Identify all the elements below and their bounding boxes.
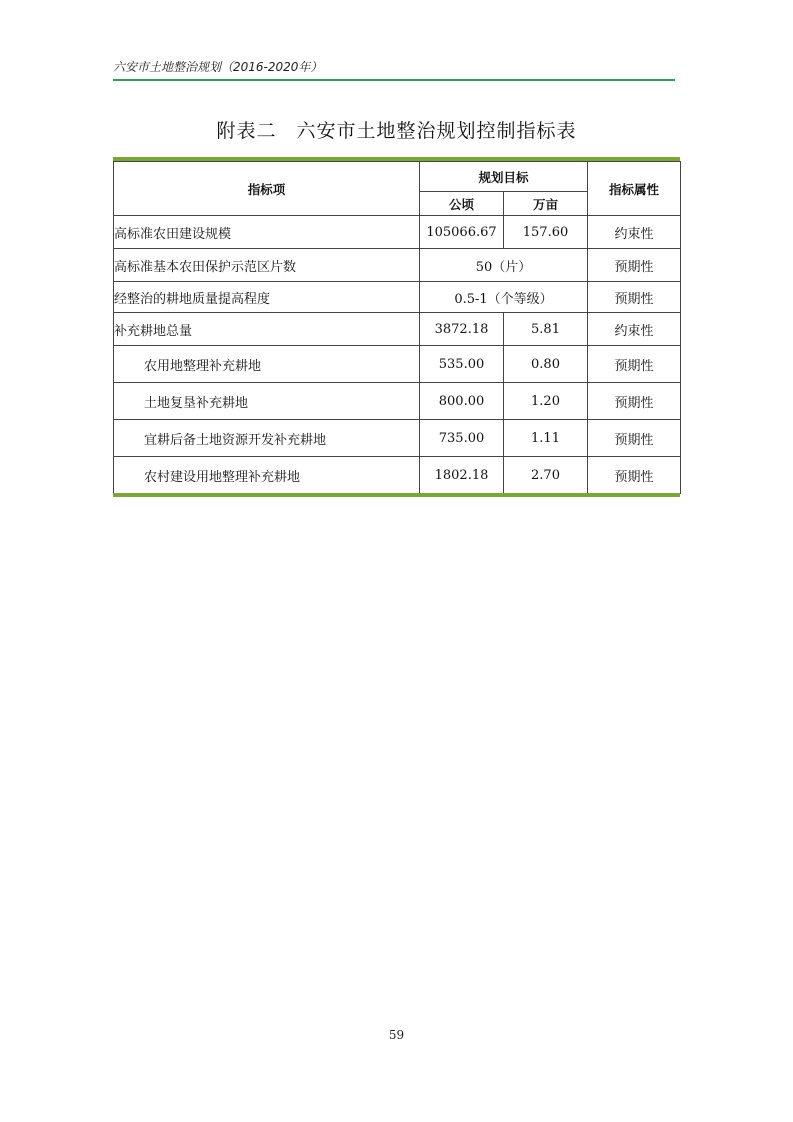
header-planning-target: 规划目标 bbox=[420, 162, 588, 192]
row-hectare: 1802.18 bbox=[420, 457, 504, 494]
table-bottom-rule bbox=[113, 493, 680, 497]
row-hectare: 800.00 bbox=[420, 383, 504, 420]
row-name: 农村建设用地整理补充耕地 bbox=[114, 457, 420, 494]
title-label: 附表二 bbox=[216, 120, 277, 142]
row-attribute: 预期性 bbox=[588, 282, 681, 313]
page-number: 59 bbox=[388, 1028, 405, 1042]
table-row bbox=[114, 282, 681, 313]
row-name: 补充耕地总量 bbox=[114, 313, 420, 346]
table-row bbox=[114, 313, 681, 346]
row-10k-mu: 2.70 bbox=[504, 457, 588, 494]
row-10k-mu: 157.60 bbox=[504, 216, 588, 249]
table-row bbox=[114, 216, 681, 249]
row-name: 高标准农田建设规模 bbox=[114, 216, 420, 249]
row-name: 高标准基本农田保护示范区片数 bbox=[114, 249, 420, 282]
row-attribute: 预期性 bbox=[588, 420, 681, 457]
header-indicator-item: 指标项 bbox=[114, 162, 420, 216]
row-hectare: 535.00 bbox=[420, 346, 504, 383]
row-10k-mu: 0.80 bbox=[504, 346, 588, 383]
title-text: 六安市土地整治规划控制指标表 bbox=[296, 120, 577, 142]
running-header: 六安市土地整治规划（2016-2020年） bbox=[113, 60, 323, 74]
table-row bbox=[114, 457, 681, 494]
row-attribute: 约束性 bbox=[588, 313, 681, 346]
header-unit-hectare: 公顷 bbox=[420, 192, 504, 216]
row-merged-value: 50（片） bbox=[420, 249, 588, 282]
row-attribute: 预期性 bbox=[588, 457, 681, 494]
row-name: 经整治的耕地质量提高程度 bbox=[114, 282, 420, 313]
row-name: 农用地整理补充耕地 bbox=[114, 346, 420, 383]
table-row bbox=[114, 249, 681, 282]
row-10k-mu: 1.20 bbox=[504, 383, 588, 420]
row-10k-mu: 5.81 bbox=[504, 313, 588, 346]
document-title bbox=[0, 116, 793, 143]
row-attribute: 预期性 bbox=[588, 249, 681, 282]
row-name: 土地复垦补充耕地 bbox=[114, 383, 420, 420]
row-attribute: 预期性 bbox=[588, 383, 681, 420]
row-attribute: 预期性 bbox=[588, 346, 681, 383]
table-row bbox=[114, 420, 681, 457]
row-attribute: 约束性 bbox=[588, 216, 681, 249]
table-row bbox=[114, 383, 681, 420]
row-hectare: 735.00 bbox=[420, 420, 504, 457]
row-hectare: 3872.18 bbox=[420, 313, 504, 346]
header-indicator-attribute: 指标属性 bbox=[588, 162, 681, 216]
row-merged-value: 0.5-1（个等级） bbox=[420, 282, 588, 313]
row-hectare: 105066.67 bbox=[420, 216, 504, 249]
row-10k-mu: 1.11 bbox=[504, 420, 588, 457]
row-name: 宜耕后备土地资源开发补充耕地 bbox=[114, 420, 420, 457]
table-row bbox=[114, 346, 681, 383]
header-unit-10k-mu: 万亩 bbox=[504, 192, 588, 216]
control-indicator-table bbox=[113, 161, 681, 494]
header-rule bbox=[113, 79, 675, 81]
